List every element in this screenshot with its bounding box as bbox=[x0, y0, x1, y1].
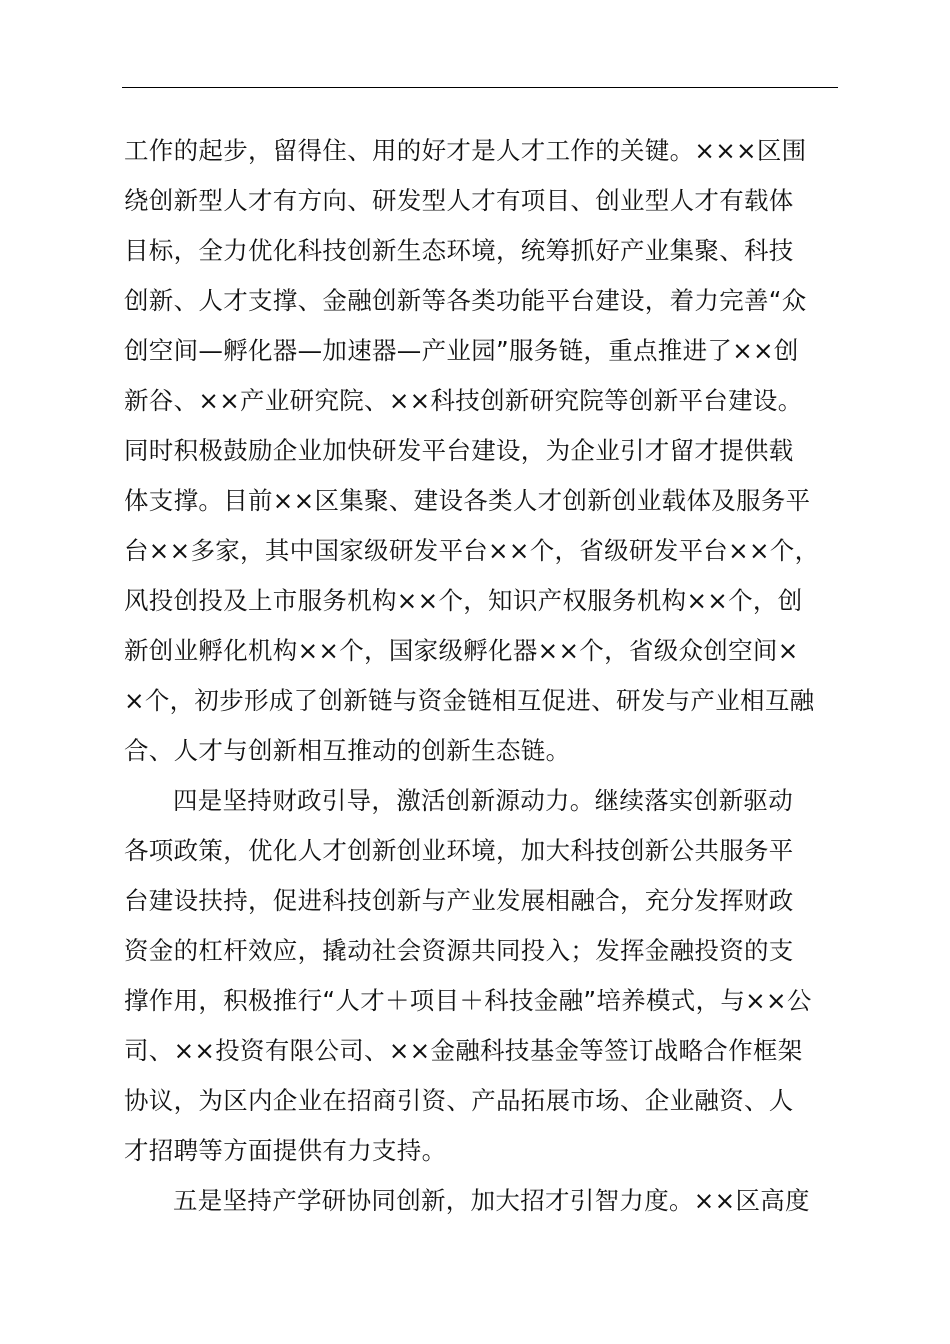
text-line: 创空间—孵化器—加速器—产业园”服务链，重点推进了××创 bbox=[124, 336, 799, 365]
text-line: 台建设扶持，促进科技创新与产业发展相融合，充分发挥财政 bbox=[124, 886, 794, 915]
text-line: 台××多家，其中国家级研发平台××个，省级研发平台××个， bbox=[124, 536, 820, 565]
text-line: 资金的杠杆效应，撬动社会资源共同投入；发挥金融投资的支 bbox=[124, 936, 794, 965]
paragraph-start-line: 四是坚持财政引导，激活创新源动力。继续落实创新驱动 bbox=[173, 786, 793, 815]
text-line: 协议，为区内企业在招商引资、产品拓展市场、企业融资、人 bbox=[124, 1086, 794, 1115]
body-text bbox=[124, 126, 844, 1226]
text-line: 各项政策，优化人才创新创业环境，加大科技创新公共服务平 bbox=[124, 836, 794, 865]
text-line: 目标，全力优化科技创新生态环境，统筹抓好产业集聚、科技 bbox=[124, 236, 794, 265]
header-rule bbox=[122, 87, 838, 88]
text-line: 才招聘等方面提供有力支持。 bbox=[124, 1136, 447, 1165]
text-line: ×个，初步形成了创新链与资金链相互促进、研发与产业相互融 bbox=[124, 686, 815, 715]
text-line: 风投创投及上市服务机构××个，知识产权服务机构××个，创 bbox=[124, 586, 803, 615]
text-line: 新谷、××产业研究院、××科技创新研究院等创新平台建设。 bbox=[124, 386, 803, 415]
text-line: 合、人才与创新相互推动的创新生态链。 bbox=[124, 736, 571, 765]
text-line: 工作的起步，留得住、用的好才是人才工作的关键。×××区围 bbox=[124, 136, 807, 165]
text-line: 新创业孵化机构××个，国家级孵化器××个，省级众创空间× bbox=[124, 636, 799, 665]
text-line: 绕创新型人才有方向、研发型人才有项目、创业型人才有载体 bbox=[124, 186, 794, 215]
text-line: 司、××投资有限公司、××金融科技基金等签订战略合作框架 bbox=[124, 1036, 803, 1065]
text-line: 撑作用，积极推行“人才＋项目＋科技金融”培养模式，与××公 bbox=[124, 986, 812, 1015]
text-line: 同时积极鼓励企业加快研发平台建设，为企业引才留才提供载 bbox=[124, 436, 794, 465]
paragraph-start-line: 五是坚持产学研协同创新，加大招才引智力度。××区高度 bbox=[173, 1186, 810, 1215]
text-line: 体支撑。目前××区集聚、建设各类人才创新创业载体及服务平 bbox=[124, 486, 811, 515]
text-line: 创新、人才支撑、金融创新等各类功能平台建设，着力完善“众 bbox=[124, 286, 807, 315]
